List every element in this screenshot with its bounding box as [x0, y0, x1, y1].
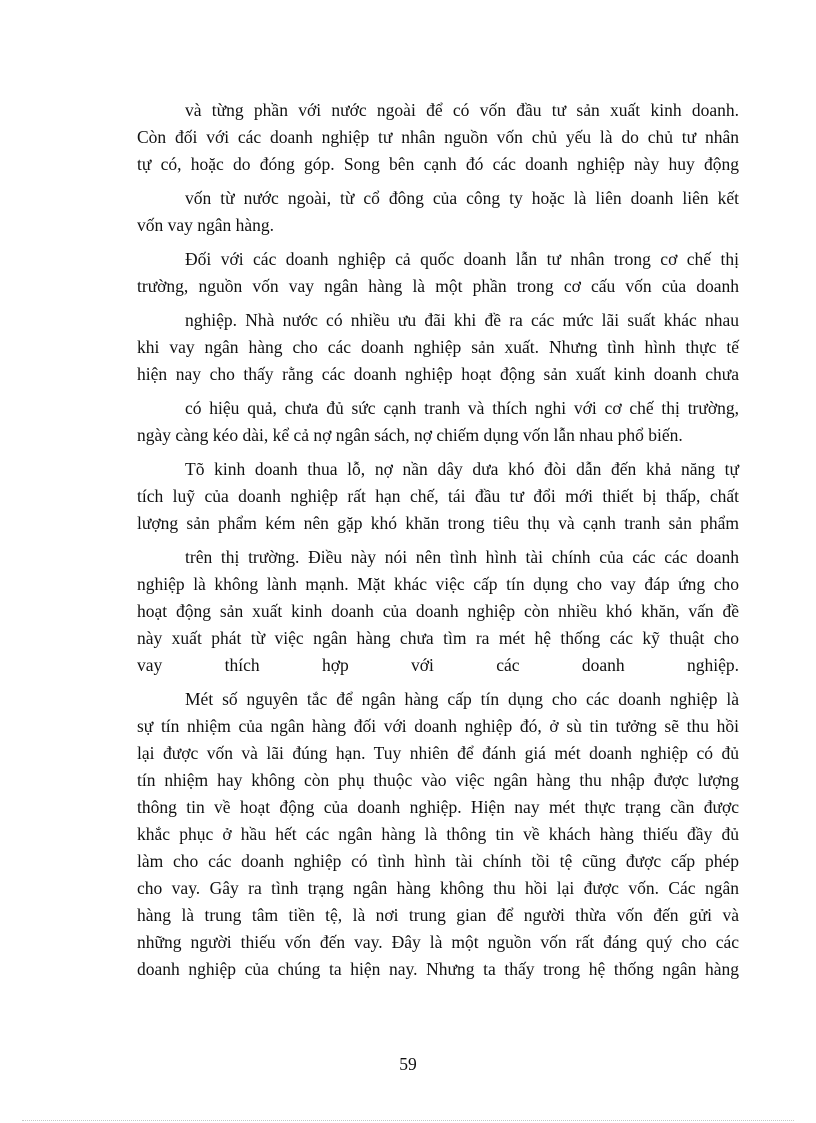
text-line: khi vay ngân hàng cho các doanh nghiệp sản xuất. Nhưng tình hình thực tế — [137, 337, 739, 357]
text-line: vốn từ nước ngoài, từ cổ đông của công ty hoặc là liên doanh liên kết — [185, 188, 739, 208]
text-line: tín nhiệm hay không còn phụ thuộc vào việc ngân hàng thu nhập được lượng — [137, 770, 739, 790]
text-line: khắc phục ở hầu hết các ngân hàng là thông tin về khách hàng thiếu đầy đủ — [137, 824, 739, 844]
text-line: cho vay. Gây ra tình trạng ngân hàng không thu hồi lại được vốn. Các ngân — [137, 878, 739, 898]
text-line: có hiệu quả, chưa đủ sức cạnh tranh và thích nghi với cơ chế thị trường, — [185, 398, 739, 418]
text-line: Tõ kinh doanh thua lỗ, nợ nần dây dưa khó đòi dẫn đến khả năng tự — [185, 459, 739, 479]
text-line: nghiệp là không lành mạnh. Mặt khác việc cấp tín dụng cho vay đáp ứng cho — [137, 574, 739, 594]
text-line: trường, nguồn vốn vay ngân hàng là một phần trong cơ cấu vốn của doanh — [137, 276, 739, 296]
text-line: làm cho các doanh nghiệp có tình hình tài chính tồi tệ cũng được cấp phép — [137, 851, 739, 871]
text-line: hiện nay cho thấy rằng các doanh nghiệp hoạt động sản xuất kinh doanh chưa — [137, 364, 739, 384]
text-line: hàng là trung tâm tiền tệ, là nơi trung gian để người thừa vốn đến gửi và — [137, 905, 739, 925]
page-number: 59 — [399, 1054, 417, 1074]
text-line: hoạt động sản xuất kinh doanh của doanh nghiệp còn nhiều khó khăn, vấn đề — [137, 601, 739, 621]
text-line: vốn vay ngân hàng. — [137, 215, 275, 235]
text-line: sự tín nhiệm của ngân hàng đối với doanh nghiệp đó, ở sù tin tưởng sẽ thu hồi — [137, 716, 739, 736]
text-line: tích luỹ của doanh nghiệp rất hạn chế, tái đầu tư đổi mới thiết bị thấp, chất — [137, 486, 739, 506]
page-bottom-rule — [22, 1120, 794, 1121]
text-line: thông tin về hoạt động của doanh nghiệp. Hiện nay mét thực trạng cần được — [137, 797, 739, 817]
text-line: Còn đối với các doanh nghiệp tư nhân nguồn vốn chủ yếu là do chủ tư nhân — [137, 127, 739, 147]
text-line: tự có, hoặc do đóng góp. Song bên cạnh đó các doanh nghiệp này huy động — [137, 154, 739, 174]
text-line: Mét số nguyên tắc để ngân hàng cấp tín dụng cho các doanh nghiệp là — [185, 689, 739, 709]
text-line: trên thị trường. Điều này nói nên tình hình tài chính của các các doanh — [185, 547, 739, 567]
text-line: nghiệp. Nhà nước có nhiều ưu đãi khi đề ra các mức lãi suất khác nhau — [185, 310, 739, 330]
text-line: này xuất phát từ việc ngân hàng chưa tìm ra mét hệ thống các kỹ thuật cho — [137, 628, 739, 648]
text-line: Đối với các doanh nghiệp cả quốc doanh lẫn tư nhân trong cơ chế thị — [185, 249, 739, 269]
text-line: doanh nghiệp của chúng ta hiện nay. Nhưng ta thấy trong hệ thống ngân hàng — [137, 959, 739, 979]
text-line: ngày càng kéo dài, kể cả nợ ngân sách, nợ chiếm dụng vốn lẫn nhau phổ biến. — [137, 425, 683, 445]
text-line: những người thiếu vốn đến vay. Đây là một nguồn vốn rất đáng quý cho các — [137, 932, 739, 952]
text-line: lại được vốn và lãi đúng hạn. Tuy nhiên để đánh giá mét doanh nghiệp có đủ — [137, 743, 739, 763]
text-line: vay thích hợp với các doanh nghiệp. — [137, 655, 739, 675]
text-line: lượng sản phẩm kém nên gặp khó khăn trong tiêu thụ và cạnh tranh sản phẩm — [137, 513, 739, 533]
body-text — [137, 98, 739, 984]
text-line: và từng phần với nước ngoài để có vốn đầu tư sản xuất kinh doanh. — [185, 100, 739, 120]
